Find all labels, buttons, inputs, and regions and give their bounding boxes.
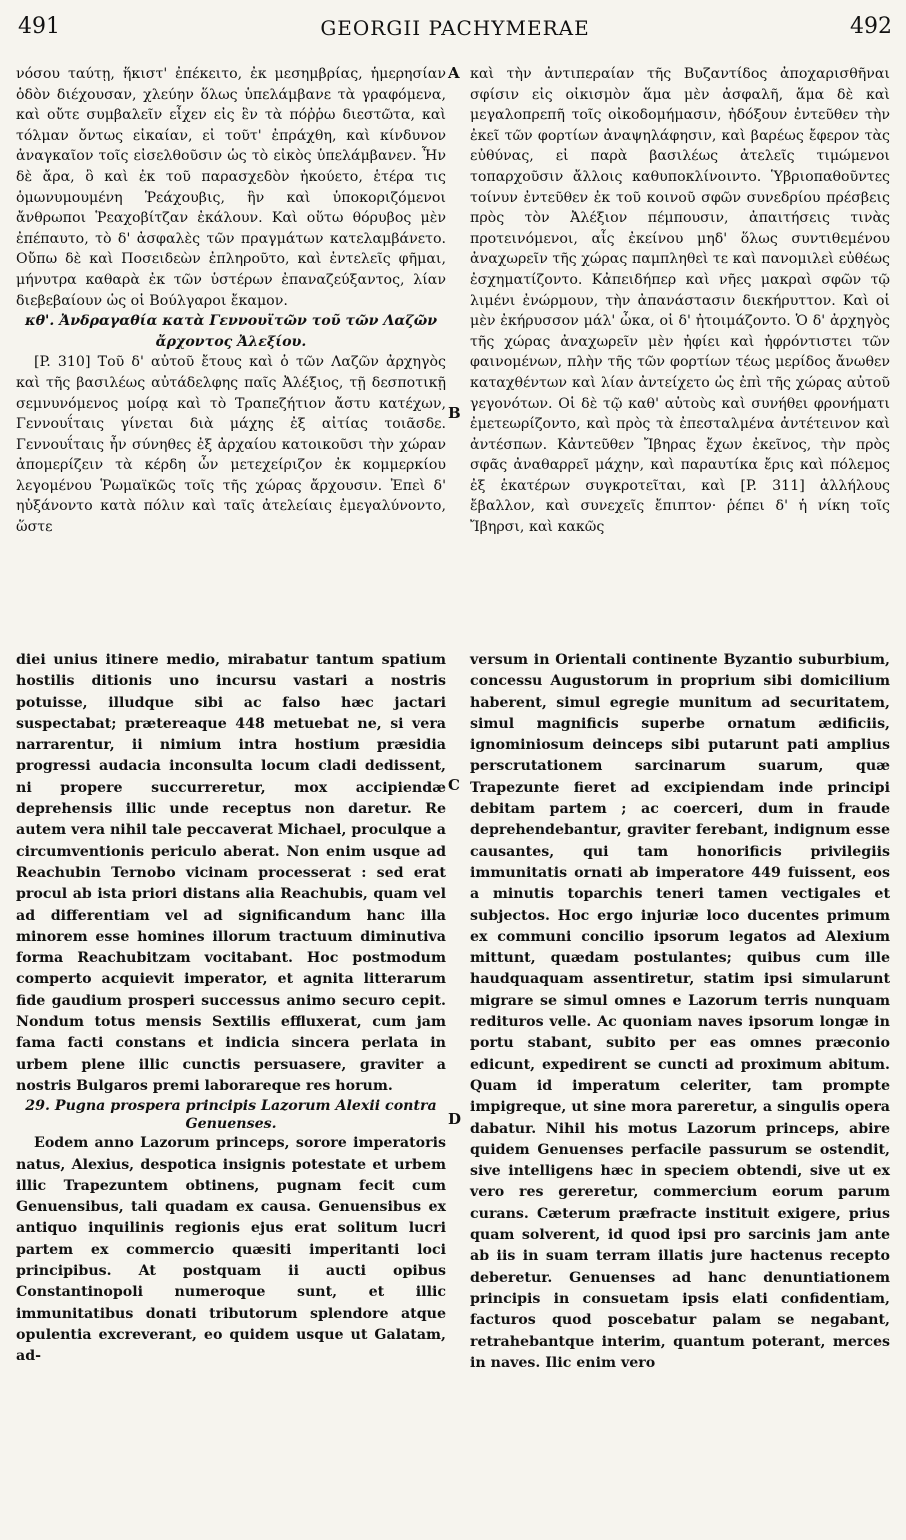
greek-paragraph: καὶ τὴν ἀντιπεραίαν τῆς Βυζαντίδος ἀποχαρισθῆναι σφίσιν εἰς οἰκισμὸν ἅμα μὲν ἀσφαλῆ, ἅμα δὲ καὶ μεγαλοπρεπῆ τοῖς οἰκοδομήμασιν, ἠδόξουν ἐντεῦθεν τὴν ἐκεῖ τῶν φορτίων ἀναψηλάφησιν, καὶ βαρέως ἔφερον τὰς εὐθύνας, εἰ παρὰ βασιλέως ἀτελεῖς τιμώμενοι τοπαρχοῦσιν ἄλλοις καθυποκλίνοιντο. Ὑβριοπαθοῦντες τοίνυν ἐντεῦθεν ἐκ τοῦ κοινοῦ σφῶν συνεδρίου πρέσβεις πρὸς τὸν Ἀλέξιον πέμπουσιν, ἀπαιτήσεις τινὰς προτεινόμενοι, αἷς ἐκείνου μηδ' ὅλως συντιθεμένου ἀναχωρεῖν τῆς χώρας παμπληθεὶ τε καὶ πανομιλεὶ εὐθέως ἐσχηματίζοντο. Κἀπειδήπερ καὶ νῆες μακραὶ σφῶν τῷ λιμένι ἐνώρμουν, τὴν ἀπανάστασιν διεκήρυττον. Καὶ οἱ μὲν ἐκήρυσσον μάλ' ὦκα, οἱ δ' ἠτοιμάζοντο. Ὁ δ' ἀρχηγὸς τῆς χώρας ἀναχωρεῖν μὲν ἠφίει καὶ ἠφρόντιστει τῶν φαινομένων, πλὴν τῆς τῶν φορτίων τέως μερίδος ἄνωθεν καταχθέντων καὶ λίαν ἀντείχετο ὡς ἐπὶ τῆς χώρας αὐτοῦ γεγονότων. Οἱ δὲ τῷ καθ' αὑτοὺς καὶ συνήθει φρονήματι ἐμετεωρίζοντο, καὶ πρὸς τὰ ἐπεσταλμένα ἀντέτεινον καὶ ἀντέσπων. Κἀντεῦθεν Ἴβηρας ἔχων ἐκεῖνος, τὴν πρὸς σφᾶς ἀναθαρρεῖ μάχην, καὶ παραυτίκα ἔρις καὶ πόλεμος ἐξ ἑκατέρων συγκροτεῖται, καὶ [P. 311] ἀλλήλους ἔβαλλον, καὶ συνεχεῖς ἔπιπτον· ῥέπει δ' ἡ νίκη τοῖς Ἴβηρσι, καὶ κακῶς xyxy=(470,66,890,536)
margin-marker-c: C xyxy=(448,776,460,794)
margin-marker-b: B xyxy=(448,404,461,422)
greek-column-right xyxy=(470,64,890,538)
latin-column-right xyxy=(470,650,890,1374)
latin-column-left xyxy=(16,650,446,1368)
greek-column-left xyxy=(16,64,446,538)
section-heading-latin: 29. Pugna prospera principis Lazorum Alexii contra Genuenses. xyxy=(25,1098,437,1133)
greek-paragraph: νόσου ταύτῃ, ἥκιστ' ἐπέκειτο, ἐκ μεσημβρίας, ἡμερησίαν ὁδὸν διέχουσαν, χλεύην ὅλως ὑπελάμβανε τὰ γραφόμενα, καὶ οὔτε συμβαλεῖν εἶχεν εἰς ἓν τὰ πόῤῥω διεστῶτα, καὶ τόλμαν ὄντως εἰκαίαν, εἰ τοῦτ' ἐπράχθη, καὶ κίνδυνον ἀναγκαῖον τοῖς εἰσελθοῦσιν ὡς τὸ εἰκὸς ὑπελάμβανεν. Ἦν δὲ ἄρα, ὃ καὶ ἐκ τοῦ παρασχεδὸν ἠκούετο, ἑτέρα τις ὁμωνυμουμένη Ῥεάχουβις, ἣν καὶ ὑποκοριζόμενοι ἄνθρωποι Ῥεαχοβίτζαν ἐκάλουν. Καὶ οὕτω θόρυβος μὲν ἐπέπαυτο, τὸ δ' ἀσφαλὲς τῶν πραγμάτων κατελαμβάνετο. Οὔπω δὲ καὶ Ποσειδεὼν ἐπληροῦτο, καὶ ἐντελεῖς φῆμαι, μήνυτρα καθαρὰ ἐκ τῶν ὑστέρων ἐπαναζεύξαντος, λίαν διεβεβαίουν ὡς οἱ Βούλγαροι ἔκαμον. xyxy=(16,66,446,309)
latin-paragraph: Eodem anno Lazorum princeps, sorore imperatoris natus, Alexius, despotica insignis potestate et urbem illic Trapezuntem obtinens, pugnam fecit cum Genuensibus, tali quadam ex causa. Genuensibus ex antiquo inquilinis regionis ejus erat solitum lucri partem ex commercio quæsiti imperitanti loci principibus. At postquam ii aucti opibus Constantinopoli numeroque sunt, et illic immunitatibus donati tributorum splendore atque opulentia excreverant, eo quidem usque ut Galatam, ad- xyxy=(16,1135,446,1365)
margin-marker-a: A xyxy=(448,64,460,82)
page-number-left: 491 xyxy=(18,14,60,39)
page-header xyxy=(18,6,892,46)
greek-paragraph: [P. 310] Τοῦ δ' αὐτοῦ ἔτους καὶ ὁ τῶν Λαζῶν ἀρχηγὸς καὶ τῆς βασιλέως αὐτάδελφης παῖς Ἀλέξιος, τῇ δεσποτικῇ σεμνυνόμενος μοίρᾳ καὶ τὸ Τραπεζήτιον ἄστυ κατέχων, Γεννουΐταις γίνεται διὰ μάχης ἐξ αἰτίας τοιᾶσδε. Γεννουΐταις ἦν σύνηθες ἐξ ἀρχαίου κατοικοῦσι τὴν χώραν ἀπομερίζειν τὰ κέρδη ὧν μετεχείριζον ἐκ κομμερκίου λεγομένου Ῥωμαϊκῶς τοῖς τῆς χώρας ἄρχουσιν. Ἐπεὶ δ' ηὐξάνοντο κατὰ πόλιν καὶ ταῖς ἀτελείαις ἐμεγαλύνοντο, ὥστε xyxy=(16,354,446,536)
running-title: GEORGII PACHYMERAE xyxy=(320,16,590,40)
latin-paragraph: diei unius itinere medio, mirabatur tantum spatium hostilis ditionis uno incursu vastari a nostris potuisse, illudque sibi ac falso hæc jactari suspectabat; prætereaque 448 metuebat ne, si vera narrarentur, ii nimium intra hostium præsidia progressi audacia inconsulta locum cladi dedissent, ni propere succurreretur, mox accipiendæ deprehensis illic unde receptus non daretur. Re autem vera nihil tale peccaverat Michael, proculque a circumventionis periculo aberat. Non enim usque ad Reachubin Ternobo vicinam processerat : sed erat procul ab ista priori distans alia Reachubis, quam vel ad differentiam vel ad significandum hanc illa minorem esse homines illorum tractuum diminutiva forma Reachubitzam vocitabant. Hoc postmodum comperto acquievit imperator, et agnita litterarum fide gaudium prosperi successus animo securo cepit. Nondum totus mensis Sextilis effluxerat, cum jam fama facti constans et indicia sincera perlata in urbem plene illic cunctis persuasere, graviter a nostris Bulgaros premi laborareque res horum. xyxy=(16,652,446,1094)
page-number-right: 492 xyxy=(850,14,892,39)
section-heading-greek: κθ'. Ἀνδραγαθία κατὰ Γεννουϊτῶν τοῦ τῶν Λαζῶν ἄρχοντος Ἀλεξίου. xyxy=(24,313,438,350)
latin-paragraph: versum in Orientali continente Byzantio suburbium, concessu Augustorum in proprium sibi domicilium haberent, simul egregie munitum ad securitatem, simul magnificis superbe ornatum ædificiis, ignominiosum deinceps sibi putarunt pati amplius perscrutationem sarcinarum suarum, quæ Trapezunte fieret ad excipiendam inde principi debitam partem ; ac coerceri, dum in fraude deprehendebantur, graviter ferebant, indignum esse causantes, qui tam honorificis privilegiis immunitatis ornati ab imperatore 449 fuissent, eos a minutis toparchis teneri tamen vectigales et subjectos. Hoc ergo injuriæ loco ducentes primum ex communi concilio ipsorum legatos ad Alexium mittunt, quædam postulantes; quibus cum ille haudquaquam assentiretur, statim ipsi simularunt migrare se simul omnes e Lazorum terris nunquam redituros velle. Ac quoniam naves ipsorum longæ in portu stabant, subito per eas omnes præconio edicunt, expedirent se cuncti ad proximum abitum. Quam id imperatum celeriter, tam prompte impigreque, ut sine mora pareretur, a singulis opera dabatur. Nihil his motus Lazorum princeps, abire quidem Genuenses perfacile passurum se ostendit, sive intelligens hæc in speciem obtendi, sive ut ex vero res gereretur, commercium eorum parum curans. Cæterum præfracte instituit exigere, prius quam solverent, id quod ipsi pro sarcinis jam ante ab iis in suam terram illatis jure hactenus recepto deberetur. Genuenses ad hanc denuntiationem principis in consuetam ipsis elati confidentiam, facturos quod poscebatur palam se negabant, retrahebantque interim, quantum poterant, merces in naves. Ilic enim vero xyxy=(470,652,890,1371)
margin-marker-d: D xyxy=(448,1110,462,1128)
